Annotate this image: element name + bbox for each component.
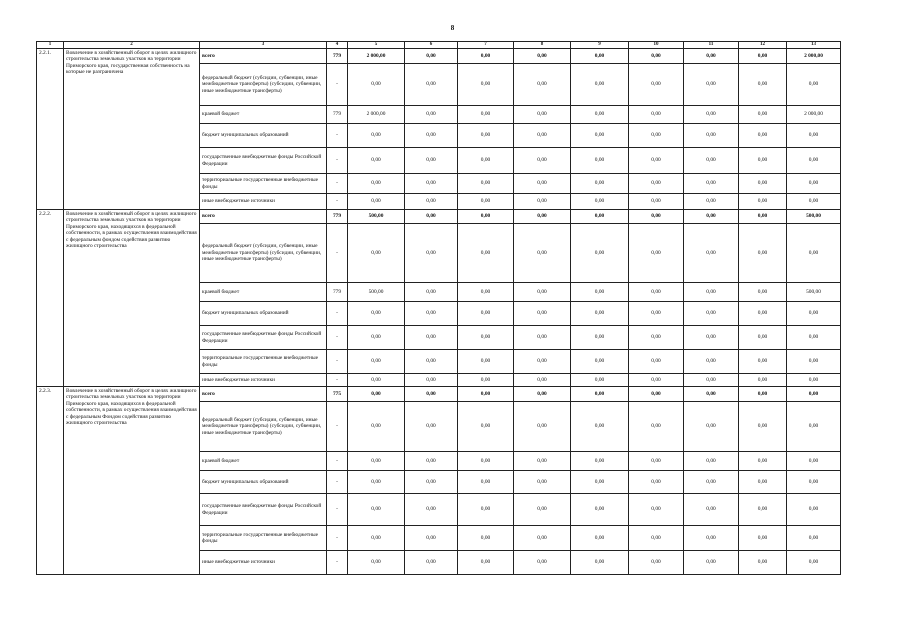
amount-cell: 0,00: [571, 148, 629, 174]
amount-cell: 0,00: [684, 350, 739, 374]
budget-code: -: [327, 224, 348, 283]
amount-cell: 2 000,00: [348, 49, 405, 64]
amount-cell: 0,00: [629, 106, 684, 124]
funding-source: федеральный бюджет (субсидии, субвенции, иные межбюджетные трансферты) (субсидии, субвенции, иные межбюджетные трансферты): [200, 224, 327, 283]
amount-cell: 0,00: [514, 452, 571, 471]
amount-cell: 0,00: [684, 148, 739, 174]
amount-cell: 0,00: [787, 302, 841, 326]
amount-cell: 0,00: [684, 106, 739, 124]
amount-cell: 0,00: [514, 64, 571, 106]
amount-cell: 0,00: [514, 494, 571, 526]
item-title: Вовлечение в хозяйственный оборот в целях жилищного строительства земельных участков на территории Приморского края, находящихся в федеральной собственности, в рамках осуществления взаимодействия с федеральным Фондом содействия развитию жилищного строительства: [64, 387, 200, 575]
amount-cell: 0,00: [629, 326, 684, 350]
amount-cell: 0,00: [629, 302, 684, 326]
amount-cell: 0,00: [348, 148, 405, 174]
amount-cell: 0,00: [571, 106, 629, 124]
amount-cell: 0,00: [739, 302, 787, 326]
amount-cell: 0,00: [405, 224, 458, 283]
amount-cell: 0,00: [348, 124, 405, 148]
amount-cell: 0,00: [348, 494, 405, 526]
budget-code: -: [327, 494, 348, 526]
amount-cell: 0,00: [739, 49, 787, 64]
funding-source: иные внебюджетные источники: [200, 374, 327, 387]
amount-cell: 0,00: [514, 350, 571, 374]
amount-cell: 0,00: [458, 326, 514, 350]
amount-cell: 0,00: [514, 106, 571, 124]
funding-source: государственные внебюджетные фонды Российской Федерации: [200, 326, 327, 350]
funding-source: краевой бюджет: [200, 452, 327, 471]
amount-cell: 0,00: [787, 374, 841, 387]
amount-cell: 0,00: [348, 526, 405, 551]
amount-cell: 0,00: [405, 526, 458, 551]
funding-source: бюджет муниципальных образований: [200, 124, 327, 148]
amount-cell: 0,00: [739, 402, 787, 452]
amount-cell: 0,00: [458, 106, 514, 124]
amount-cell: 0,00: [739, 526, 787, 551]
amount-cell: 0,00: [571, 194, 629, 210]
funding-source: территориальные государственные внебюджетные фонды: [200, 174, 327, 194]
amount-cell: 0,00: [739, 452, 787, 471]
amount-cell: 0,00: [405, 494, 458, 526]
amount-cell: 0,00: [787, 471, 841, 494]
column-header: 3: [200, 42, 327, 49]
amount-cell: 0,00: [514, 283, 571, 302]
amount-cell: 0,00: [787, 551, 841, 575]
amount-cell: 0,00: [739, 106, 787, 124]
amount-cell: 0,00: [348, 551, 405, 575]
amount-cell: 0,00: [348, 374, 405, 387]
amount-cell: 0,00: [405, 49, 458, 64]
amount-cell: 0,00: [629, 194, 684, 210]
amount-cell: 0,00: [684, 194, 739, 210]
amount-cell: 0,00: [405, 302, 458, 326]
amount-cell: 0,00: [514, 326, 571, 350]
amount-cell: 0,00: [405, 402, 458, 452]
amount-cell: 0,00: [787, 350, 841, 374]
amount-cell: 0,00: [787, 402, 841, 452]
amount-cell: 0,00: [739, 374, 787, 387]
amount-cell: 0,00: [571, 210, 629, 224]
column-header: 8: [514, 42, 571, 49]
amount-cell: 0,00: [458, 174, 514, 194]
amount-cell: 0,00: [405, 350, 458, 374]
funding-source: иные внебюджетные источники: [200, 551, 327, 575]
amount-cell: 0,00: [458, 374, 514, 387]
funding-source: территориальные государственные внебюджетные фонды: [200, 350, 327, 374]
amount-cell: 0,00: [514, 302, 571, 326]
amount-cell: 0,00: [739, 224, 787, 283]
funding-source: всего: [200, 210, 327, 224]
amount-cell: 0,00: [684, 283, 739, 302]
amount-cell: 0,00: [514, 148, 571, 174]
item-title: Вовлечение в хозяйственный оборот в целях жилищного строительства земельных участков на территории Приморского края, находящихся в федеральной собственности, в рамках осуществления взаимодействия с федеральным фондом содействия развитию жилищного строительства: [64, 210, 200, 387]
amount-cell: 0,00: [684, 526, 739, 551]
amount-cell: 0,00: [629, 402, 684, 452]
column-header: 9: [571, 42, 629, 49]
amount-cell: 0,00: [405, 210, 458, 224]
budget-code: 779: [327, 210, 348, 224]
column-header: 6: [405, 42, 458, 49]
amount-cell: 0,00: [629, 148, 684, 174]
column-header: 4: [327, 42, 348, 49]
amount-cell: 0,00: [684, 551, 739, 575]
amount-cell: 0,00: [405, 106, 458, 124]
amount-cell: 0,00: [684, 402, 739, 452]
amount-cell: 0,00: [739, 148, 787, 174]
amount-cell: 0,00: [514, 49, 571, 64]
amount-cell: 0,00: [458, 224, 514, 283]
budget-code: 779: [327, 283, 348, 302]
amount-cell: 0,00: [684, 174, 739, 194]
amount-cell: 2 000,00: [348, 106, 405, 124]
column-header: 5: [348, 42, 405, 49]
amount-cell: 0,00: [405, 174, 458, 194]
amount-cell: 0,00: [405, 194, 458, 210]
page-number: 8: [450, 24, 455, 32]
amount-cell: 0,00: [514, 124, 571, 148]
amount-cell: 0,00: [571, 350, 629, 374]
funding-source: иные внебюджетные источники: [200, 194, 327, 210]
funding-source: всего: [200, 387, 327, 402]
amount-cell: 0,00: [739, 326, 787, 350]
amount-cell: 0,00: [787, 194, 841, 210]
item-number: 2.2.3.: [37, 387, 64, 575]
amount-cell: 0,00: [348, 471, 405, 494]
amount-cell: 0,00: [684, 494, 739, 526]
amount-cell: 0,00: [739, 551, 787, 575]
amount-cell: 0,00: [629, 387, 684, 402]
amount-cell: 0,00: [571, 64, 629, 106]
amount-cell: 0,00: [739, 350, 787, 374]
amount-cell: 0,00: [571, 283, 629, 302]
amount-cell: 0,00: [458, 124, 514, 148]
column-header: 12: [739, 42, 787, 49]
column-header: 2: [64, 42, 200, 49]
table-row: [37, 387, 841, 402]
item-number: 2.2.2.: [37, 210, 64, 387]
amount-cell: 0,00: [629, 471, 684, 494]
amount-cell: 0,00: [514, 174, 571, 194]
amount-cell: 0,00: [405, 374, 458, 387]
amount-cell: 0,00: [405, 64, 458, 106]
amount-cell: 0,00: [629, 551, 684, 575]
amount-cell: 0,00: [629, 224, 684, 283]
item-title: Вовлечение в хозяйственный оборот в целях жилищного строительства земельных участков на территории Приморского края, государственная собственность на которые не разграничена: [64, 49, 200, 210]
amount-cell: 0,00: [405, 148, 458, 174]
amount-cell: 0,00: [458, 350, 514, 374]
amount-cell: 0,00: [571, 374, 629, 387]
amount-cell: 0,00: [571, 471, 629, 494]
amount-cell: 0,00: [514, 551, 571, 575]
budget-code: 779: [327, 106, 348, 124]
amount-cell: 0,00: [348, 64, 405, 106]
budget-code: -: [327, 374, 348, 387]
amount-cell: 0,00: [739, 194, 787, 210]
amount-cell: 0,00: [458, 283, 514, 302]
funding-source: федеральный бюджет (субсидии, субвенции, иные межбюджетные трансферты) (субсидии, субвенции, иные межбюджетные трансферты): [200, 64, 327, 106]
amount-cell: 0,00: [514, 402, 571, 452]
funding-source: федеральный бюджет (субсидии, субвенции, иные межбюджетные трансферты) (субсидии, субвенции, иные межбюджетные трансферты): [200, 402, 327, 452]
amount-cell: 0,00: [629, 124, 684, 148]
budget-code: -: [327, 194, 348, 210]
amount-cell: 500,00: [787, 210, 841, 224]
amount-cell: 0,00: [629, 374, 684, 387]
amount-cell: 0,00: [787, 124, 841, 148]
amount-cell: 0,00: [739, 210, 787, 224]
amount-cell: 0,00: [684, 49, 739, 64]
amount-cell: 0,00: [739, 471, 787, 494]
column-header: 10: [629, 42, 684, 49]
amount-cell: 0,00: [629, 49, 684, 64]
amount-cell: 0,00: [458, 64, 514, 106]
amount-cell: 0,00: [514, 224, 571, 283]
funding-source: территориальные государственные внебюджетные фонды: [200, 526, 327, 551]
amount-cell: 0,00: [684, 471, 739, 494]
budget-table: [36, 41, 841, 575]
amount-cell: 2 000,00: [787, 49, 841, 64]
amount-cell: 0,00: [629, 526, 684, 551]
funding-source: бюджет муниципальных образований: [200, 302, 327, 326]
amount-cell: 0,00: [571, 326, 629, 350]
column-header: 11: [684, 42, 739, 49]
amount-cell: 0,00: [458, 452, 514, 471]
budget-code: -: [327, 526, 348, 551]
column-header: 13: [787, 42, 841, 49]
amount-cell: 0,00: [571, 302, 629, 326]
amount-cell: 0,00: [787, 148, 841, 174]
column-header: 1: [37, 42, 64, 49]
amount-cell: 0,00: [684, 124, 739, 148]
amount-cell: 0,00: [629, 174, 684, 194]
amount-cell: 0,00: [405, 471, 458, 494]
amount-cell: 0,00: [787, 526, 841, 551]
amount-cell: 0,00: [739, 174, 787, 194]
amount-cell: 500,00: [348, 210, 405, 224]
amount-cell: 0,00: [684, 224, 739, 283]
funding-source: государственные внебюджетные фонды Российской Федерации: [200, 494, 327, 526]
amount-cell: 0,00: [684, 387, 739, 402]
amount-cell: 0,00: [787, 64, 841, 106]
amount-cell: 0,00: [739, 283, 787, 302]
budget-code: -: [327, 124, 348, 148]
funding-source: государственные внебюджетные фонды Российской Федерации: [200, 148, 327, 174]
amount-cell: 0,00: [348, 402, 405, 452]
amount-cell: 0,00: [787, 494, 841, 526]
amount-cell: 0,00: [348, 224, 405, 283]
column-number-header-row: [37, 42, 841, 49]
amount-cell: 0,00: [514, 374, 571, 387]
budget-code: -: [327, 302, 348, 326]
amount-cell: 0,00: [571, 494, 629, 526]
budget-code: -: [327, 350, 348, 374]
amount-cell: 0,00: [629, 64, 684, 106]
amount-cell: 0,00: [348, 452, 405, 471]
amount-cell: 0,00: [739, 64, 787, 106]
amount-cell: 0,00: [684, 374, 739, 387]
funding-source: бюджет муниципальных образований: [200, 471, 327, 494]
item-number: 2.2.1.: [37, 49, 64, 210]
amount-cell: 0,00: [458, 194, 514, 210]
amount-cell: 0,00: [787, 452, 841, 471]
column-header: 7: [458, 42, 514, 49]
budget-code: -: [327, 452, 348, 471]
amount-cell: 2 000,00: [787, 106, 841, 124]
amount-cell: 0,00: [405, 326, 458, 350]
budget-code: 775: [327, 387, 348, 402]
amount-cell: 0,00: [684, 64, 739, 106]
amount-cell: 0,00: [571, 124, 629, 148]
amount-cell: 0,00: [458, 387, 514, 402]
budget-code: -: [327, 551, 348, 575]
amount-cell: 0,00: [787, 174, 841, 194]
amount-cell: 0,00: [348, 174, 405, 194]
amount-cell: 0,00: [571, 49, 629, 64]
amount-cell: 0,00: [458, 494, 514, 526]
amount-cell: 0,00: [684, 302, 739, 326]
amount-cell: 0,00: [458, 551, 514, 575]
amount-cell: 0,00: [571, 452, 629, 471]
amount-cell: 0,00: [629, 494, 684, 526]
budget-code: -: [327, 402, 348, 452]
budget-code: -: [327, 174, 348, 194]
amount-cell: 0,00: [458, 148, 514, 174]
amount-cell: 0,00: [739, 387, 787, 402]
amount-cell: 0,00: [348, 350, 405, 374]
amount-cell: 0,00: [348, 326, 405, 350]
budget-code: -: [327, 471, 348, 494]
amount-cell: 0,00: [405, 551, 458, 575]
amount-cell: 0,00: [684, 210, 739, 224]
amount-cell: 0,00: [629, 350, 684, 374]
amount-cell: 0,00: [787, 387, 841, 402]
amount-cell: 0,00: [405, 283, 458, 302]
amount-cell: 0,00: [458, 526, 514, 551]
amount-cell: 0,00: [684, 452, 739, 471]
amount-cell: 0,00: [514, 471, 571, 494]
amount-cell: 0,00: [571, 551, 629, 575]
amount-cell: 0,00: [405, 387, 458, 402]
table-row: [37, 49, 841, 64]
amount-cell: 0,00: [458, 302, 514, 326]
amount-cell: 0,00: [458, 210, 514, 224]
budget-code: -: [327, 326, 348, 350]
budget-code: -: [327, 148, 348, 174]
funding-source: краевой бюджет: [200, 106, 327, 124]
amount-cell: 0,00: [739, 124, 787, 148]
amount-cell: 500,00: [787, 283, 841, 302]
amount-cell: 0,00: [348, 302, 405, 326]
table-row: [37, 210, 841, 224]
amount-cell: 0,00: [458, 49, 514, 64]
amount-cell: 0,00: [571, 402, 629, 452]
amount-cell: 0,00: [571, 526, 629, 551]
amount-cell: 0,00: [458, 471, 514, 494]
amount-cell: 0,00: [629, 452, 684, 471]
amount-cell: 0,00: [514, 387, 571, 402]
funding-source: всего: [200, 49, 327, 64]
amount-cell: 500,00: [348, 283, 405, 302]
amount-cell: 0,00: [458, 402, 514, 452]
funding-source: краевой бюджет: [200, 283, 327, 302]
amount-cell: 0,00: [405, 124, 458, 148]
amount-cell: 0,00: [571, 174, 629, 194]
amount-cell: 0,00: [629, 283, 684, 302]
amount-cell: 0,00: [629, 210, 684, 224]
amount-cell: 0,00: [787, 224, 841, 283]
amount-cell: 0,00: [348, 387, 405, 402]
amount-cell: 0,00: [571, 387, 629, 402]
amount-cell: 0,00: [787, 326, 841, 350]
amount-cell: 0,00: [684, 326, 739, 350]
amount-cell: 0,00: [739, 494, 787, 526]
amount-cell: 0,00: [405, 452, 458, 471]
amount-cell: 0,00: [514, 526, 571, 551]
amount-cell: 0,00: [514, 210, 571, 224]
budget-code: -: [327, 64, 348, 106]
amount-cell: 0,00: [571, 224, 629, 283]
amount-cell: 0,00: [348, 194, 405, 210]
budget-code: 779: [327, 49, 348, 64]
table-body: [37, 42, 841, 575]
amount-cell: 0,00: [514, 194, 571, 210]
